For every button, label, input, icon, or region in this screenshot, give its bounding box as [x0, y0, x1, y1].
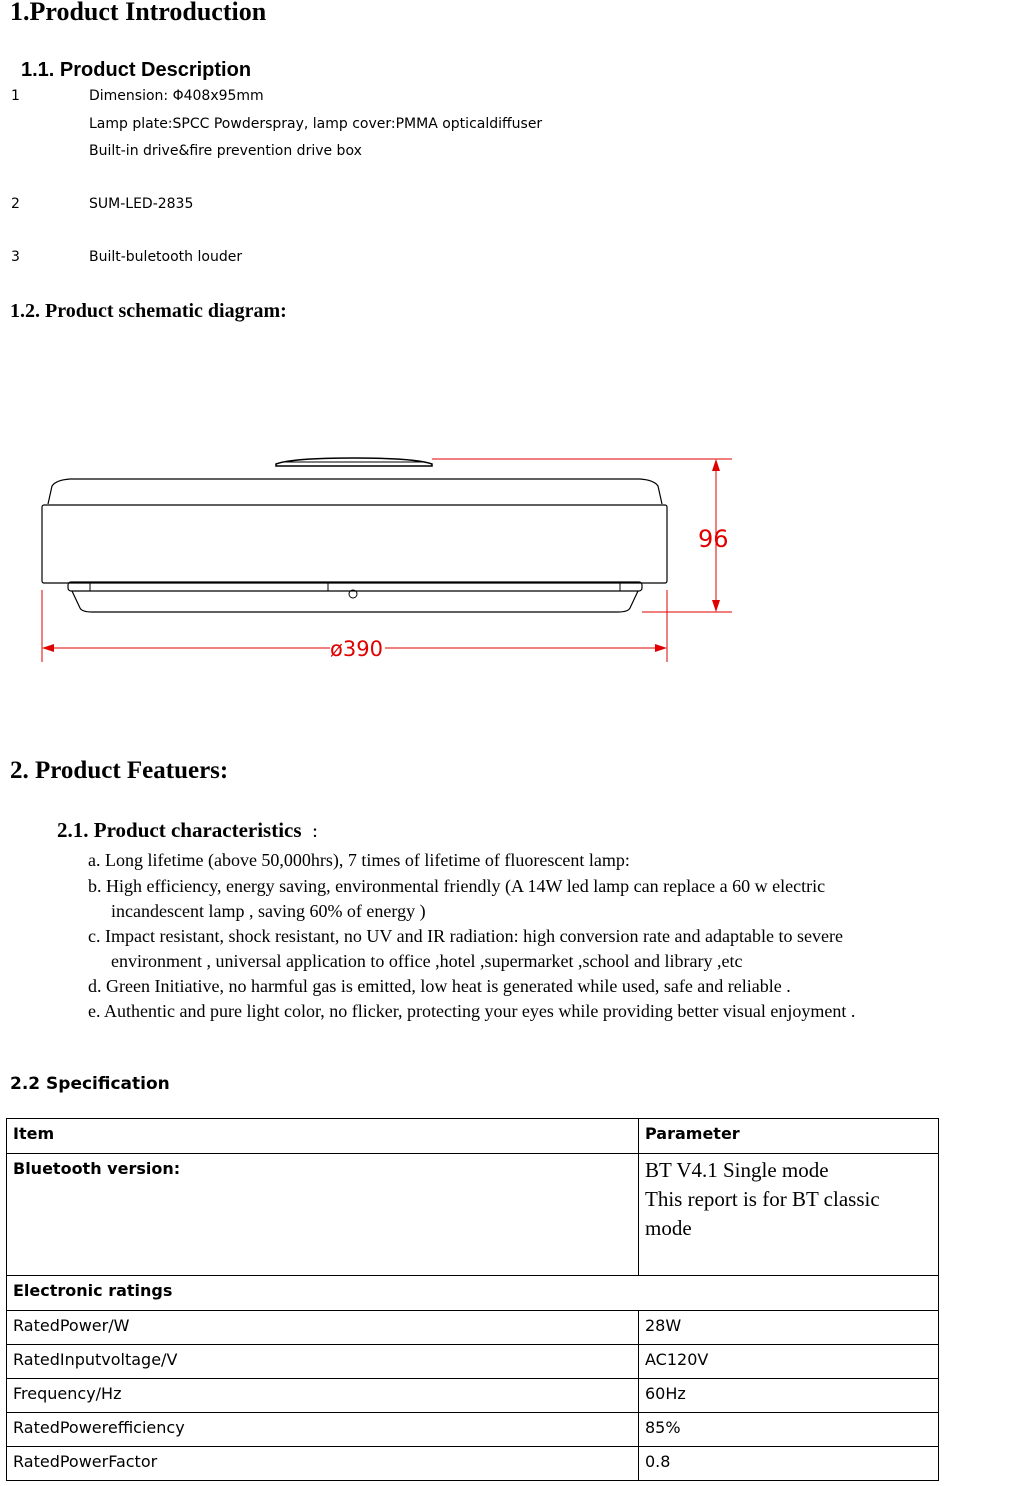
item-1-number: 1 — [11, 88, 20, 104]
characteristic-b: b. High efficiency, energy saving, environmental friendly (A 14W led lamp can replace a 60 w electric — [88, 876, 826, 896]
bluetooth-row — [7, 1154, 939, 1276]
item-1-line-3: Built-in drive&fire prevention drive box — [89, 143, 362, 159]
height-label: 96 — [698, 525, 729, 553]
characteristic-d: d. Green Initiative, no harmful gas is emitted, low heat is generated while used, safe and reliable . — [88, 976, 791, 996]
specification-heading: 2.2 Specification — [10, 1074, 170, 1094]
item-1-line-2: Lamp plate:SPCC Powderspray, lamp cover:PMMA opticaldiffuser — [89, 116, 543, 132]
characteristics-heading-colon: ： — [311, 823, 327, 841]
characteristics-heading — [57, 818, 327, 843]
row-value: AC120V — [639, 1345, 939, 1379]
bluetooth-label: Bluetooth version: — [7, 1154, 639, 1276]
row-value: 85% — [639, 1413, 939, 1447]
table-row — [7, 1345, 939, 1379]
table-header-row — [7, 1119, 939, 1154]
item-2-line-1: SUM-LED-2835 — [89, 196, 194, 212]
lamp-dome — [48, 479, 662, 504]
header-item: Item — [7, 1119, 639, 1154]
diameter-label: ø390 — [330, 637, 383, 661]
characteristic-e: e. Authentic and pure light color, no flicker, protecting your eyes while providing better visual enjoyment . — [88, 1001, 856, 1021]
bluetooth-value-line-2: This report is for BT classic — [645, 1187, 880, 1211]
item-2-number: 2 — [11, 196, 20, 212]
characteristic-c: c. Impact resistant, shock resistant, no UV and IR radiation: high conversion rate and adaptable to severe — [88, 926, 843, 946]
characteristic-c-cont: environment , universal application to office ,hotel ,supermarket ,school and library ,etc — [111, 951, 743, 971]
lamp-cover — [72, 591, 638, 612]
item-3-line-1: Built-buletooth louder — [89, 249, 243, 265]
table-row — [7, 1311, 939, 1345]
item-1-line-1: Dimension: Φ408x95mm — [89, 88, 264, 104]
table-row — [7, 1379, 939, 1413]
lamp-body — [42, 505, 667, 583]
characteristics-heading-text: 2.1. Product characteristics — [57, 818, 302, 842]
bluetooth-value-line-3: mode — [645, 1216, 692, 1240]
specification-table — [6, 1118, 939, 1481]
table-row — [7, 1413, 939, 1447]
item-3-number: 3 — [11, 249, 20, 265]
row-value: 28W — [639, 1311, 939, 1345]
electronic-ratings-row — [7, 1276, 939, 1311]
bluetooth-value — [639, 1154, 939, 1276]
row-item: RatedInputvoltage/V — [7, 1345, 639, 1379]
table-row — [7, 1447, 939, 1481]
product-description-heading: 1.1. Product Description — [21, 59, 252, 81]
schematic-diagram — [0, 440, 760, 670]
bluetooth-value-line-1: BT V4.1 Single mode — [645, 1158, 829, 1182]
row-value: 60Hz — [639, 1379, 939, 1413]
characteristic-a: a. Long lifetime (above 50,000hrs), 7 times of lifetime of fluorescent lamp: — [88, 850, 630, 870]
schematic-heading: 1.2. Product schematic diagram: — [10, 300, 287, 322]
section-2-title: 2. Product Featuers: — [10, 757, 229, 784]
section-1-title: 1.Product Introduction — [10, 0, 267, 26]
characteristic-b-cont: incandescent lamp , saving 60% of energy ) — [111, 901, 426, 921]
electronic-ratings-label: Electronic ratings — [7, 1276, 939, 1311]
row-value: 0.8 — [639, 1447, 939, 1481]
row-item: RatedPowerFactor — [7, 1447, 639, 1481]
header-parameter: Parameter — [639, 1119, 939, 1154]
row-item: RatedPower/W — [7, 1311, 639, 1345]
row-item: Frequency/Hz — [7, 1379, 639, 1413]
row-item: RatedPowerefficiency — [7, 1413, 639, 1447]
